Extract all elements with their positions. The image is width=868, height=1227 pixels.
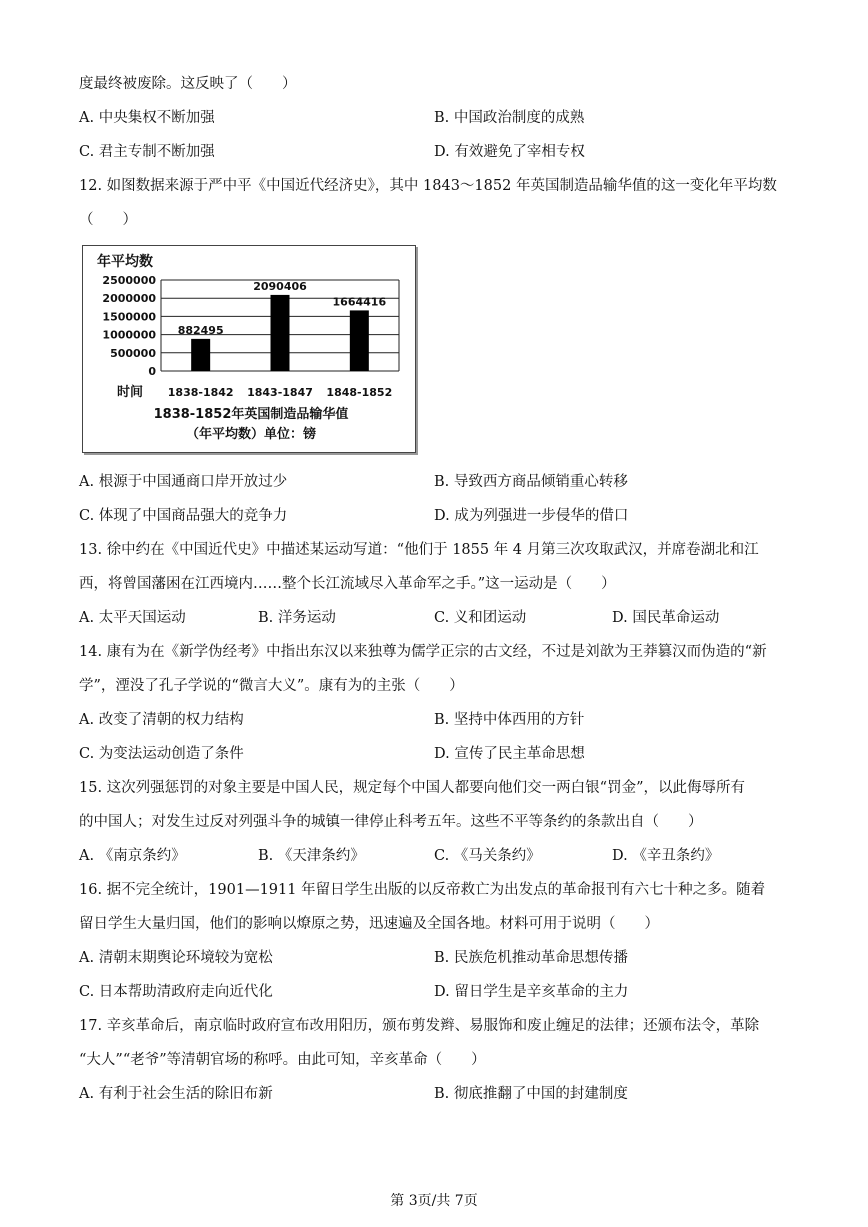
q14-option-c[interactable] bbox=[79, 744, 244, 764]
q13-stem-line1: 13. 徐中约在《中国近代史》中描述某运动写道：“他们于 1855 年 4 月第三次攻取武汉，并席卷湖北和江 bbox=[79, 542, 759, 558]
q11-option-d[interactable] bbox=[434, 142, 585, 162]
q11-option-a[interactable] bbox=[79, 108, 215, 128]
option-text: 宣传了民主革命思想 bbox=[454, 746, 585, 762]
option-text: 国民革命运动 bbox=[632, 610, 720, 626]
option-text: 留日学生是辛亥革命的主力 bbox=[454, 984, 629, 1000]
q17-option-a[interactable] bbox=[79, 1084, 273, 1104]
q15-option-d[interactable] bbox=[612, 846, 719, 866]
option-letter: D. bbox=[434, 144, 450, 160]
option-text: 民族危机推动革命思想传播 bbox=[453, 950, 628, 966]
q16-stem-line2: 留日学生大量归国，他们的影响以燎原之势，迅速遍及全国各地。材料可用于说明（ ） bbox=[79, 916, 659, 932]
q16-option-d[interactable] bbox=[434, 982, 628, 1002]
q12-option-c[interactable] bbox=[79, 506, 287, 526]
chart-data-label: 1664416 bbox=[332, 295, 387, 309]
option-letter: C. bbox=[434, 848, 450, 864]
q15-option-a[interactable] bbox=[79, 846, 186, 866]
option-text: 根源于中国通商口岸开放过少 bbox=[98, 474, 288, 490]
option-letter: C. bbox=[434, 610, 450, 626]
option-text: 坚持中体西用的方针 bbox=[453, 712, 585, 728]
q16-option-c[interactable] bbox=[79, 982, 273, 1002]
option-text: 《辛丑条约》 bbox=[632, 848, 720, 864]
option-letter: B. bbox=[434, 110, 450, 126]
option-text: 《南京条约》 bbox=[98, 848, 186, 864]
chart-ylabel: 年平均数 bbox=[97, 254, 153, 270]
q12-option-d[interactable] bbox=[434, 506, 628, 526]
page-footer: 第 3页/共 7页 bbox=[390, 1193, 478, 1209]
chart-y-tick-label: 1000000 bbox=[102, 328, 156, 342]
option-letter: C. bbox=[79, 508, 95, 524]
option-text: 清朝末期舆论环境较为宽松 bbox=[98, 950, 273, 966]
chart-bars bbox=[178, 280, 387, 371]
q16-option-b[interactable] bbox=[434, 948, 628, 968]
chart-y-tick-label: 0 bbox=[148, 365, 156, 378]
option-letter: D. bbox=[434, 746, 450, 762]
chart-x-ticks bbox=[168, 386, 392, 399]
option-text: 成为列强进一步侵华的借口 bbox=[454, 508, 629, 524]
option-letter: B. bbox=[258, 848, 274, 864]
chart-x-tick-label: 1838-1842 bbox=[167, 386, 234, 399]
option-letter: A. bbox=[79, 950, 95, 966]
option-text: 中央集权不断加强 bbox=[98, 110, 215, 126]
q14-option-a[interactable] bbox=[79, 710, 244, 730]
option-letter: D. bbox=[612, 610, 628, 626]
q13-option-b[interactable] bbox=[258, 608, 336, 628]
option-letter: A. bbox=[79, 474, 95, 490]
q15-stem-line2: 的中国人；对发生过反对列强斗争的城镇一律停止科考五年。这些不平等条约的条款出自（ ） bbox=[79, 814, 703, 830]
option-letter: C. bbox=[79, 144, 95, 160]
chart-x-tick-label: 1848-1852 bbox=[326, 386, 393, 399]
chart-y-tick-label: 2500000 bbox=[102, 274, 156, 287]
q11-option-c[interactable] bbox=[79, 142, 215, 162]
option-letter: C. bbox=[79, 984, 95, 1000]
q15-option-c[interactable] bbox=[434, 846, 541, 866]
q13-option-d[interactable] bbox=[612, 608, 719, 628]
option-text: 义和团运动 bbox=[453, 610, 527, 626]
option-text: 《马关条约》 bbox=[453, 848, 541, 864]
option-text: 为变法运动创造了条件 bbox=[98, 746, 244, 762]
q17-stem-line1: 17. 辛亥革命后，南京临时政府宣布改用阳历，颁布剪发辫、易服饰和废止缠足的法律；还颁布法令，革除 bbox=[79, 1018, 760, 1034]
chart-svg bbox=[83, 246, 415, 452]
q12-stem-line2: （ ） bbox=[79, 212, 137, 228]
option-letter: C. bbox=[79, 746, 95, 762]
option-letter: A. bbox=[79, 848, 95, 864]
option-letter: D. bbox=[434, 984, 450, 1000]
option-letter: A. bbox=[79, 712, 95, 728]
q12-option-a[interactable] bbox=[79, 472, 287, 492]
q14-stem-line1: 14. 康有为在《新学伪经考》中指出东汉以来独尊为儒学正宗的古文经，不过是刘歆为王莽篡汉而伪造的“新 bbox=[79, 644, 767, 660]
chart-data-label: 882495 bbox=[177, 323, 224, 337]
option-text: 改变了清朝的权力结构 bbox=[98, 712, 244, 728]
chart-data-label: 2090406 bbox=[253, 279, 307, 293]
chart-y-tick-label: 500000 bbox=[110, 346, 156, 360]
option-text: 有利于社会生活的除旧布新 bbox=[98, 1086, 273, 1102]
chart-y-tick-label: 2000000 bbox=[102, 292, 156, 306]
option-text: 彻底推翻了中国的封建制度 bbox=[453, 1086, 628, 1102]
chart-y-ticks bbox=[102, 274, 156, 378]
q11-option-b[interactable] bbox=[434, 108, 584, 128]
q13-option-c[interactable] bbox=[434, 608, 526, 628]
chart-bar bbox=[350, 310, 369, 371]
option-text: 《天津条约》 bbox=[277, 848, 365, 864]
option-letter: B. bbox=[258, 610, 274, 626]
q14-option-d[interactable] bbox=[434, 744, 585, 764]
option-letter: B. bbox=[434, 712, 450, 728]
chart-xlabel: 时间 bbox=[117, 385, 144, 400]
option-text: 有效避免了宰相专权 bbox=[454, 144, 585, 160]
option-text: 君主专制不断加强 bbox=[98, 144, 215, 160]
q15-option-b[interactable] bbox=[258, 846, 365, 866]
q14-option-b[interactable] bbox=[434, 710, 584, 730]
chart-subtitle: （年平均数）单位：镑 bbox=[185, 427, 317, 442]
q13-stem-line2: 西，将曾国藩困在江西境内……整个长江流域尽入革命军之手。”这一运动是（ ） bbox=[79, 576, 616, 592]
chart-title: 1838-1852年英国制造品输华值 bbox=[153, 407, 349, 422]
q12-stem-line1: 12. 如图数据来源于严中平《中国近代经济史》，其中 1843～1852 年英国制造品输华值的这一变化年平均数 bbox=[79, 178, 777, 194]
option-letter: A. bbox=[79, 610, 95, 626]
option-letter: B. bbox=[434, 1086, 450, 1102]
chart-x-tick-label: 1843-1847 bbox=[247, 386, 313, 399]
option-letter: A. bbox=[79, 110, 95, 126]
chart-bar bbox=[191, 339, 210, 371]
q16-option-a[interactable] bbox=[79, 948, 273, 968]
option-text: 洋务运动 bbox=[277, 610, 336, 626]
option-letter: D. bbox=[434, 508, 450, 524]
option-text: 导致西方商品倾销重心转移 bbox=[453, 474, 628, 490]
option-text: 体现了中国商品强大的竞争力 bbox=[98, 508, 288, 524]
q12-option-b[interactable] bbox=[434, 472, 628, 492]
option-letter: B. bbox=[434, 474, 450, 490]
q17-option-b[interactable] bbox=[434, 1084, 628, 1104]
q14-stem-line2: 学”，湮没了孔子学说的“微言大义”。康有为的主张（ ） bbox=[79, 678, 464, 694]
option-letter: B. bbox=[434, 950, 450, 966]
q16-stem-line1: 16. 据不完全统计，1901—1911 年留日学生出版的以反帝救亡为出发点的革命报刊有六七十种之多。随着 bbox=[79, 882, 766, 898]
option-text: 太平天国运动 bbox=[98, 610, 186, 626]
chart-bar bbox=[271, 295, 290, 371]
option-letter: D. bbox=[612, 848, 628, 864]
q17-stem-line2: “大人”“老爷”等清朝官场的称呼。由此可知，辛亥革命（ ） bbox=[79, 1052, 486, 1068]
q12-bar-chart bbox=[82, 245, 416, 453]
chart-y-tick-label: 1500000 bbox=[102, 310, 156, 324]
q15-stem-line1: 15. 这次列强惩罚的对象主要是中国人民，规定每个中国人都要向他们交一两白银“罚金”，以此侮辱所有 bbox=[79, 780, 745, 796]
option-text: 日本帮助清政府走向近代化 bbox=[98, 984, 273, 1000]
option-letter: A. bbox=[79, 1086, 95, 1102]
q11-tail-line: 度最终被废除。这反映了（ ） bbox=[79, 76, 297, 92]
q13-option-a[interactable] bbox=[79, 608, 186, 628]
option-text: 中国政治制度的成熟 bbox=[453, 110, 585, 126]
